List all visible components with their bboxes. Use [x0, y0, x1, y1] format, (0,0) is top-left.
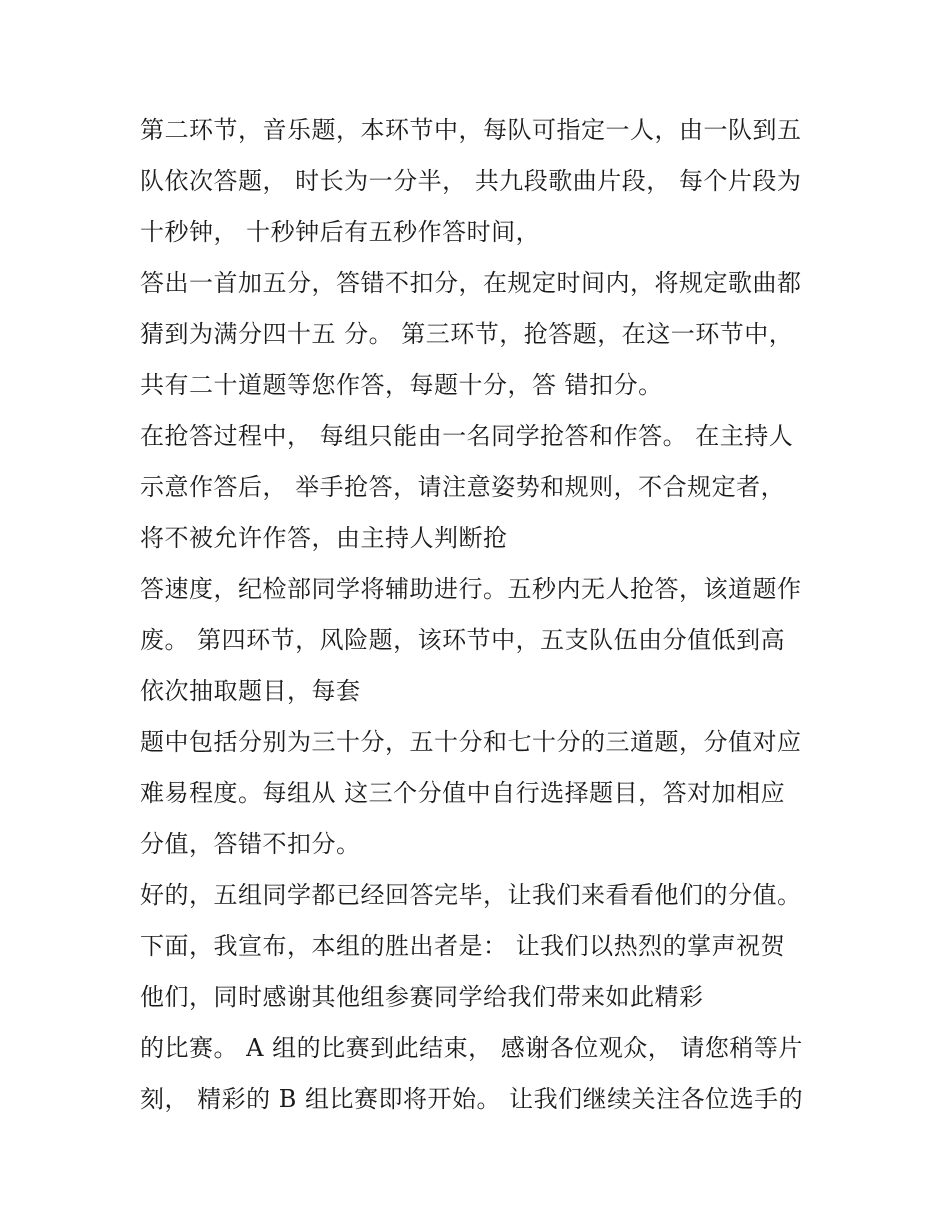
document-body: [140, 105, 840, 1125]
text-line: 好的，五组同学都已经回答完毕，让我们来看看他们的分值。: [140, 881, 802, 909]
text-line: 难易程度。每组从 这三个分值中自行选择题目，答对加相应: [140, 779, 786, 807]
text-line: 答出一首加五分，答错不扣分，在规定时间内，将规定歌曲都: [140, 269, 802, 297]
text-line: 示意作答后， 举手抢答，请注意姿势和规则，不合规定者，: [140, 473, 786, 501]
text-line: 他们，同时感谢其他组参赛同学给我们带来如此精彩: [140, 983, 704, 1011]
text-line: 刻， 精彩的 B 组比赛即将开始。 让我们继续关注各位选手的: [140, 1085, 804, 1113]
text-line: 在抢答过程中， 每组只能由一名同学抢答和作答。 在主持人: [140, 422, 794, 450]
text-line: 题中包括分别为三十分，五十分和七十分的三道题，分值对应: [140, 728, 802, 756]
text-line: 分值，答错不扣分。: [140, 830, 361, 858]
text-line: 共有二十道题等您作答，每题十分，答 错扣分。: [140, 371, 663, 399]
text-line: 十秒钟， 十秒钟后有五秒作答时间，: [140, 218, 541, 246]
text-line: 第二环节，音乐题，本环节中，每队可指定一人，由一队到五: [140, 116, 802, 144]
text-line: 依次抽取题目，每套: [140, 677, 361, 705]
text-line: 将不被允许作答，由主持人判断抢: [140, 524, 508, 552]
text-line: 的比赛。 A 组的比赛到此结束， 感谢各位观众， 请您稍等片: [140, 1034, 803, 1062]
text-line: 答速度，纪检部同学将辅助进行。五秒内无人抢答，该道题作: [140, 575, 802, 603]
text-line: 猜到为满分四十五 分。 第三环节，抢答题，在这一环节中，: [140, 320, 794, 348]
text-line: 下面，我宣布，本组的胜出者是： 让我们以热烈的掌声祝贺: [140, 932, 786, 960]
text-line: 废。 第四环节，风险题，该环节中，五支队伍由分值低到高: [140, 626, 786, 654]
text-line: 队依次答题， 时长为一分半， 共九段歌曲片段， 每个片段为: [140, 167, 802, 195]
